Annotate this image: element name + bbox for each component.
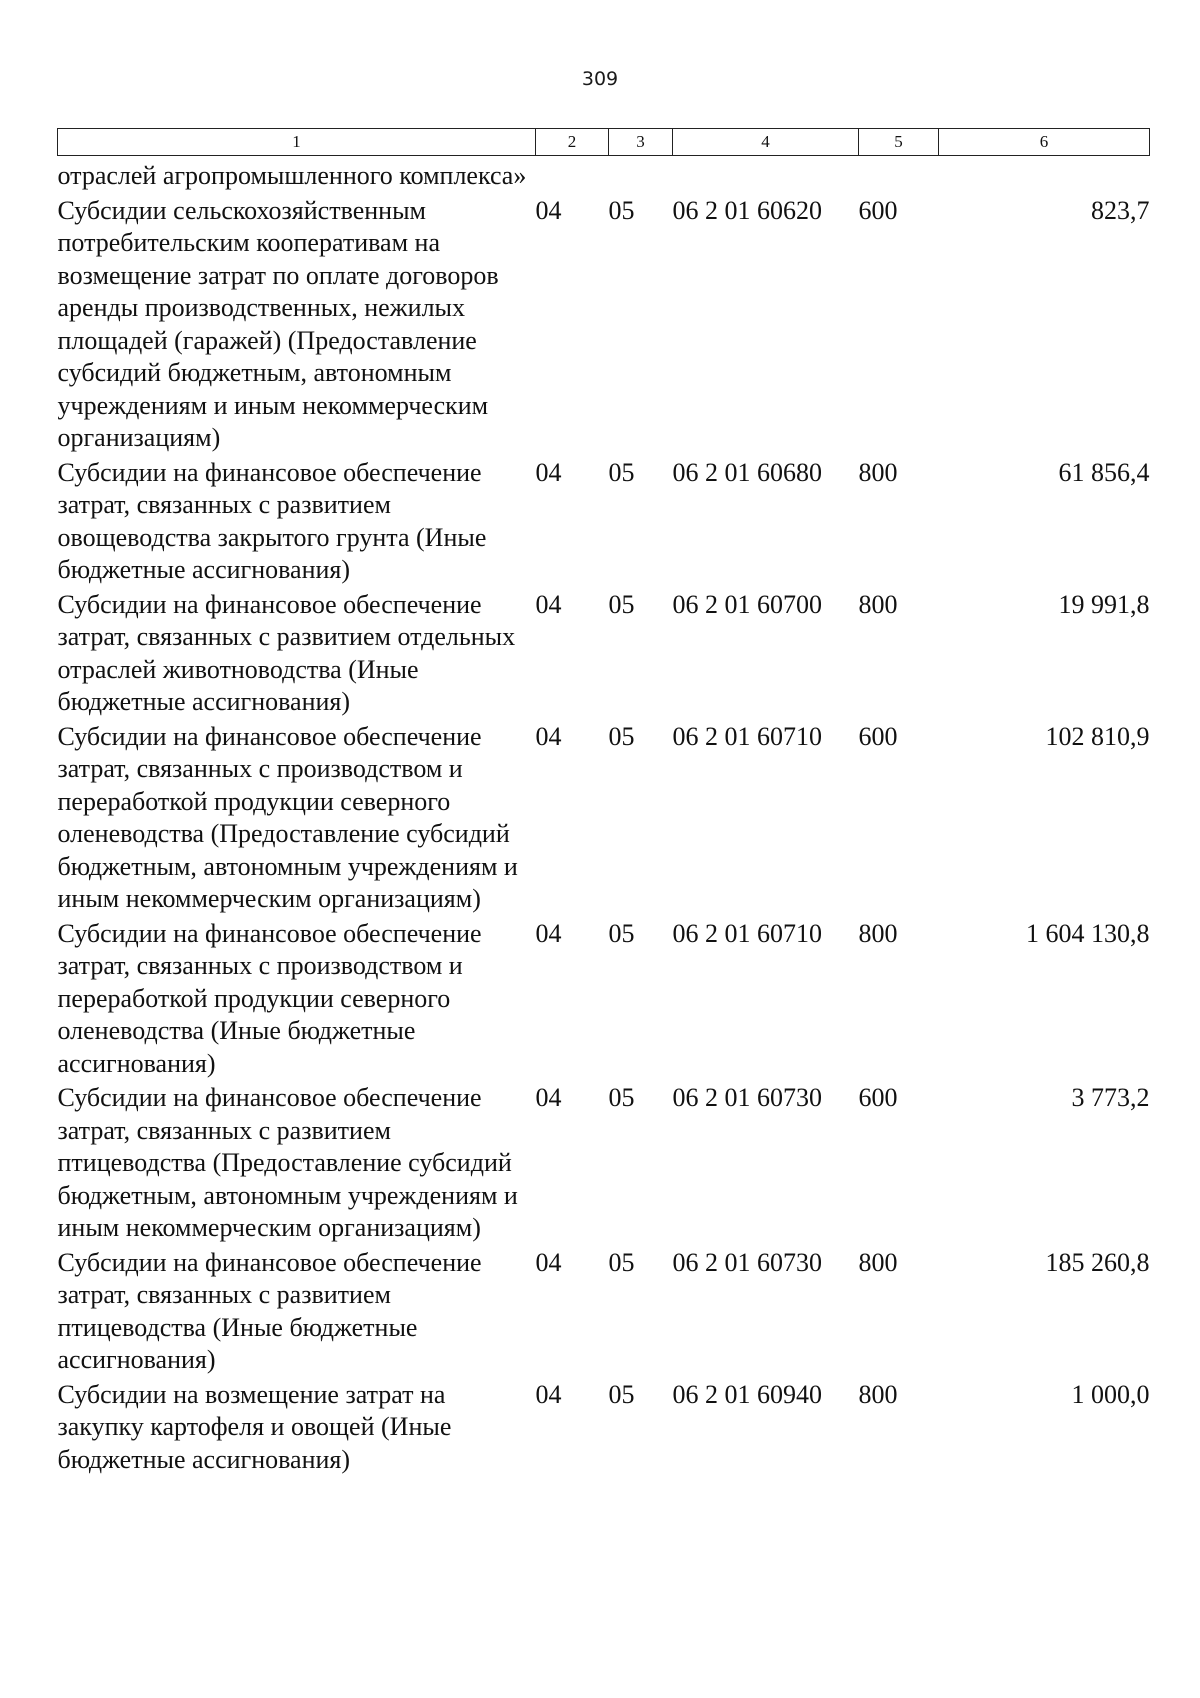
row-target-article: 06 2 01 60730 [672, 1247, 822, 1277]
row-section: 04 [535, 457, 562, 487]
header-col-5: 5 [859, 129, 939, 156]
row-amount: 102 810,9 [1045, 721, 1150, 751]
row-expense-type: 800 [858, 589, 898, 619]
row-section: 04 [535, 195, 562, 225]
row-amount: 1 604 130,8 [1026, 918, 1150, 948]
table-row [58, 1080, 1150, 1245]
page-number: 309 [581, 68, 619, 90]
header-col-2: 2 [536, 129, 609, 156]
table-row [58, 916, 1150, 1081]
row-amount: 1 000,0 [1071, 1379, 1150, 1409]
row-section: 04 [535, 918, 562, 948]
row-section: 04 [535, 1247, 562, 1277]
row-description: Субсидии на финансовое обеспечение затрат, связанных с развитием отдельных отраслей животноводства (Иные бюджетные ассигнования) [57, 589, 516, 716]
row-target-article: 06 2 01 60710 [672, 918, 822, 948]
row-target-article: 06 2 01 60700 [672, 589, 822, 619]
row-description: Субсидии на финансовое обеспечение затрат, связанных с развитием птицеводства (Иные бюджетные ассигнования) [57, 1247, 482, 1374]
row-expense-type: 800 [858, 457, 898, 487]
row-subsection: 05 [608, 195, 635, 225]
continuation-row [58, 156, 1150, 193]
table-row [58, 587, 1150, 719]
row-amount: 61 856,4 [1058, 457, 1150, 487]
row-amount: 3 773,2 [1071, 1083, 1150, 1112]
row-subsection: 05 [608, 721, 635, 751]
table-body [58, 156, 1150, 1477]
header-col-3: 3 [609, 129, 673, 156]
row-expense-type: 600 [858, 721, 898, 751]
table-row [58, 1377, 1150, 1477]
budget-table [57, 128, 1150, 1476]
row-expense-type: 800 [858, 1247, 898, 1277]
row-section: 04 [535, 1379, 562, 1409]
row-section: 04 [535, 589, 562, 619]
row-description: Субсидии на финансовое обеспечение затрат, связанных с развитием птицеводства (Предоставление субсидий бюджетным, автономным учреждениям и иным некоммерческим организациям) [57, 1083, 518, 1242]
header-col-6: 6 [939, 129, 1150, 156]
table-row [58, 1245, 1150, 1377]
row-subsection: 05 [608, 1083, 635, 1112]
row-expense-type: 600 [858, 1083, 898, 1112]
row-expense-type: 800 [858, 918, 898, 948]
row-description: Субсидии сельскохозяйственным потребительским кооперативам на возмещение затрат по оплате договоров аренды производственных, нежилых площадей (гаражей) (Предоставление субсидий бюджетным, автономным учреждениям и иным некоммерческим организациям) [57, 195, 499, 452]
row-target-article: 06 2 01 60730 [672, 1083, 822, 1112]
continuation-text: отраслей агропромышленного комплекса» [57, 161, 527, 190]
row-description: Субсидии на финансовое обеспечение затрат, связанных с развитием овощеводства закрытого грунта (Иные бюджетные ассигнования) [57, 457, 487, 584]
row-description: Субсидии на финансовое обеспечение затрат, связанных с производством и переработкой продукции северного оленеводства (Предоставление субсидий бюджетным, автономным учреждениям и иным некоммерческим организациям) [57, 721, 518, 913]
row-section: 04 [535, 721, 562, 751]
row-target-article: 06 2 01 60620 [672, 195, 822, 225]
row-amount: 19 991,8 [1058, 589, 1150, 619]
row-subsection: 05 [608, 1247, 635, 1277]
row-target-article: 06 2 01 60680 [672, 457, 822, 487]
row-target-article: 06 2 01 60710 [672, 721, 822, 751]
row-expense-type: 600 [858, 195, 898, 225]
row-expense-type: 800 [858, 1379, 898, 1409]
row-subsection: 05 [608, 1379, 635, 1409]
table-header [58, 129, 1150, 156]
row-subsection: 05 [608, 457, 635, 487]
row-subsection: 05 [608, 918, 635, 948]
row-amount: 823,7 [1091, 195, 1150, 225]
table-row [58, 719, 1150, 916]
row-amount: 185 260,8 [1045, 1247, 1150, 1277]
header-row [58, 129, 1150, 156]
header-col-1: 1 [58, 129, 536, 156]
table-row [58, 455, 1150, 587]
row-description: Субсидии на возмещение затрат на закупку картофеля и овощей (Иные бюджетные ассигнования) [57, 1379, 452, 1474]
row-description: Субсидии на финансовое обеспечение затрат, связанных с производством и переработкой продукции северного оленеводства (Иные бюджетные ассигнования) [57, 918, 482, 1078]
row-section: 04 [535, 1083, 562, 1112]
row-subsection: 05 [608, 589, 635, 619]
header-col-4: 4 [673, 129, 859, 156]
row-target-article: 06 2 01 60940 [672, 1379, 822, 1409]
table-row [58, 193, 1150, 455]
